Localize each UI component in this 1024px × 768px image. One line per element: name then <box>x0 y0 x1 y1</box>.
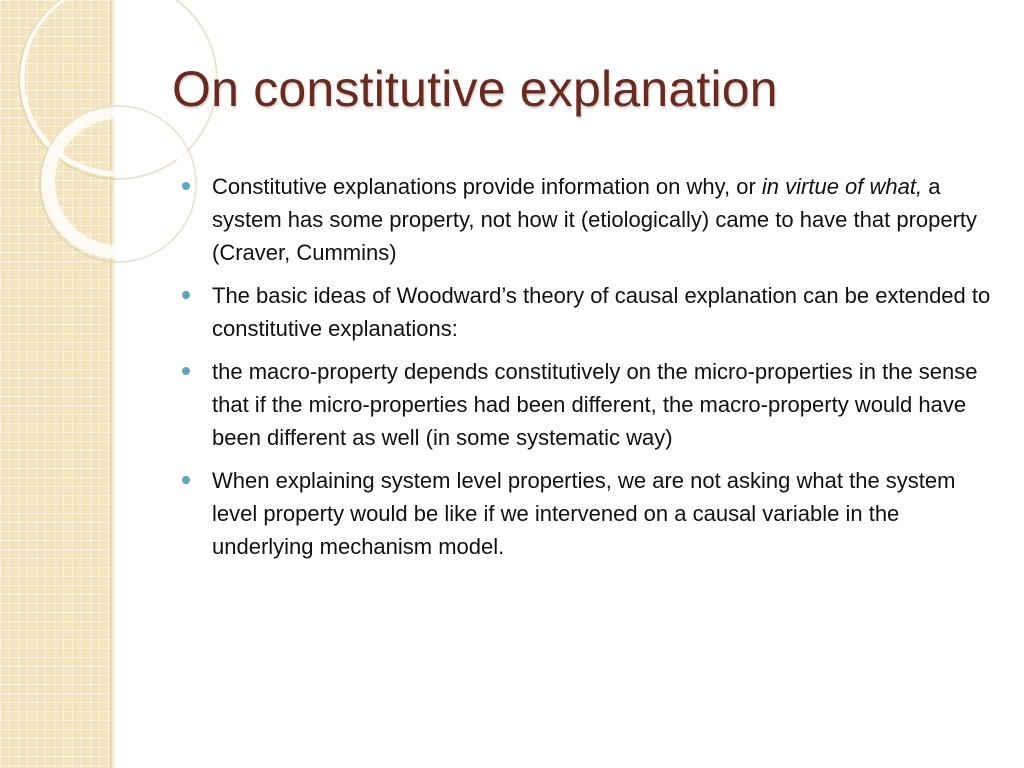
bullet-text: Constitutive explanations provide information on why, or <box>212 174 762 199</box>
bullet-item <box>180 355 992 454</box>
bullet-item <box>180 170 992 269</box>
decorative-ring-small-shadow <box>40 106 196 262</box>
bullet-dot-icon <box>182 367 190 375</box>
bullet-text: When explaining system level properties, we are not asking what the system level property would be like if we intervened on a causal variable in the underlying mechanism model. <box>212 468 956 559</box>
bullet-text-italic: in virtue of what, <box>761 174 923 199</box>
bullet-item <box>180 464 992 563</box>
bullet-list <box>180 170 992 573</box>
bullet-dot-icon <box>182 476 190 484</box>
bullet-item <box>180 279 992 345</box>
bullet-text: a system has some property, not how it (etiologically) came to have that property (Craver, Cummins) <box>212 174 978 265</box>
bullet-dot-icon <box>182 291 190 299</box>
bullet-text: The basic ideas of Woodward’s theory of causal explanation can be extended to constitutive explanations: <box>212 283 991 341</box>
decorative-ring-small <box>48 112 188 252</box>
slide-title: On constitutive explanation <box>172 61 778 117</box>
bullet-dot-icon <box>182 182 190 190</box>
bullet-text: the macro-property depends constitutively on the micro-properties in the sense that if the micro-properties had been different, the macro-property would have been different as well (in some systematic way) <box>212 359 978 450</box>
